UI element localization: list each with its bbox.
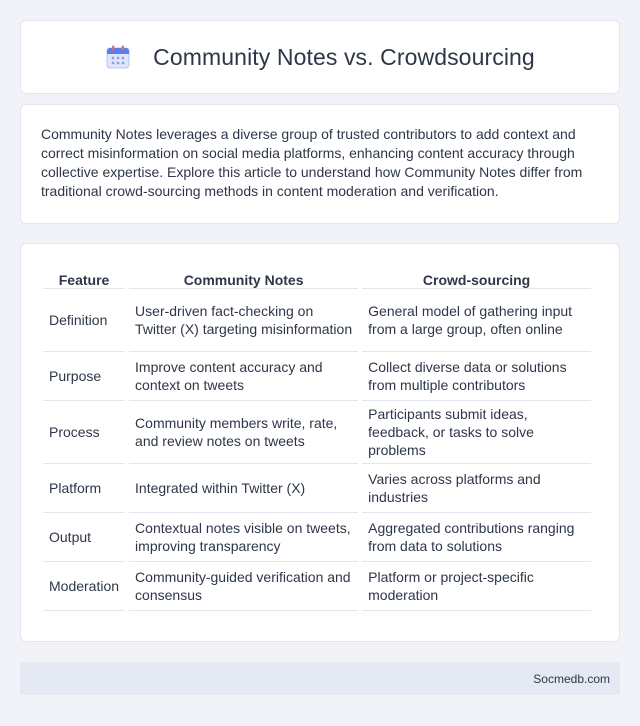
crowd-sourcing-cell: Platform or project-specific moderation — [362, 562, 591, 611]
table-row — [43, 352, 591, 401]
table-card — [20, 243, 620, 642]
table-header-row — [43, 266, 591, 289]
column-header-community-notes: Community Notes — [129, 266, 358, 289]
row-feature-cell: Platform — [43, 464, 125, 513]
intro-card — [20, 104, 620, 224]
header-card — [20, 20, 620, 94]
page-title: Community Notes vs. Crowdsourcing — [153, 43, 535, 70]
row-feature-cell: Purpose — [43, 352, 125, 401]
crowd-sourcing-cell: Aggregated contributions ranging from data to solutions — [362, 513, 591, 562]
community-notes-cell: Community-guided verification and consensus — [129, 562, 358, 611]
community-notes-cell: Contextual notes visible on tweets, improving transparency — [129, 513, 358, 562]
row-feature-cell: Moderation — [43, 562, 125, 611]
table-row — [43, 401, 591, 464]
crowd-sourcing-cell: Varies across platforms and industries — [362, 464, 591, 513]
intro-paragraph: Community Notes leverages a diverse group of trusted contributors to add context and correct misinformation on social media platforms, enhancing content accuracy through collective expertise. Explore this article to understand how Community Notes differ from traditional crowd-sourcing methods in content moderation and verification. — [41, 126, 583, 199]
crowd-sourcing-cell: Collect diverse data or solutions from multiple contributors — [362, 352, 591, 401]
column-header-feature: Feature — [43, 266, 125, 289]
crowd-sourcing-cell: Participants submit ideas, feedback, or tasks to solve problems — [362, 401, 591, 464]
table-row — [43, 289, 591, 352]
column-header-crowd-sourcing: Crowd-sourcing — [362, 266, 591, 289]
table-row — [43, 513, 591, 562]
table-row — [43, 562, 591, 611]
crowd-sourcing-cell: General model of gathering input from a large group, often online — [362, 289, 591, 352]
source-credit: Socmedb.com — [533, 671, 610, 686]
community-notes-cell: Improve content accuracy and context on tweets — [129, 352, 358, 401]
title-wrap — [105, 44, 535, 71]
row-feature-cell: Process — [43, 401, 125, 464]
community-notes-cell: Community members write, rate, and review notes on tweets — [129, 401, 358, 464]
calendar-icon — [105, 44, 131, 70]
community-notes-cell: User-driven fact-checking on Twitter (X) targeting misinformation — [129, 289, 358, 352]
row-feature-cell: Output — [43, 513, 125, 562]
comparison-table — [39, 266, 595, 611]
table-row — [43, 464, 591, 513]
footer-bar — [20, 662, 620, 695]
row-feature-cell: Definition — [43, 289, 125, 352]
community-notes-cell: Integrated within Twitter (X) — [129, 464, 358, 513]
